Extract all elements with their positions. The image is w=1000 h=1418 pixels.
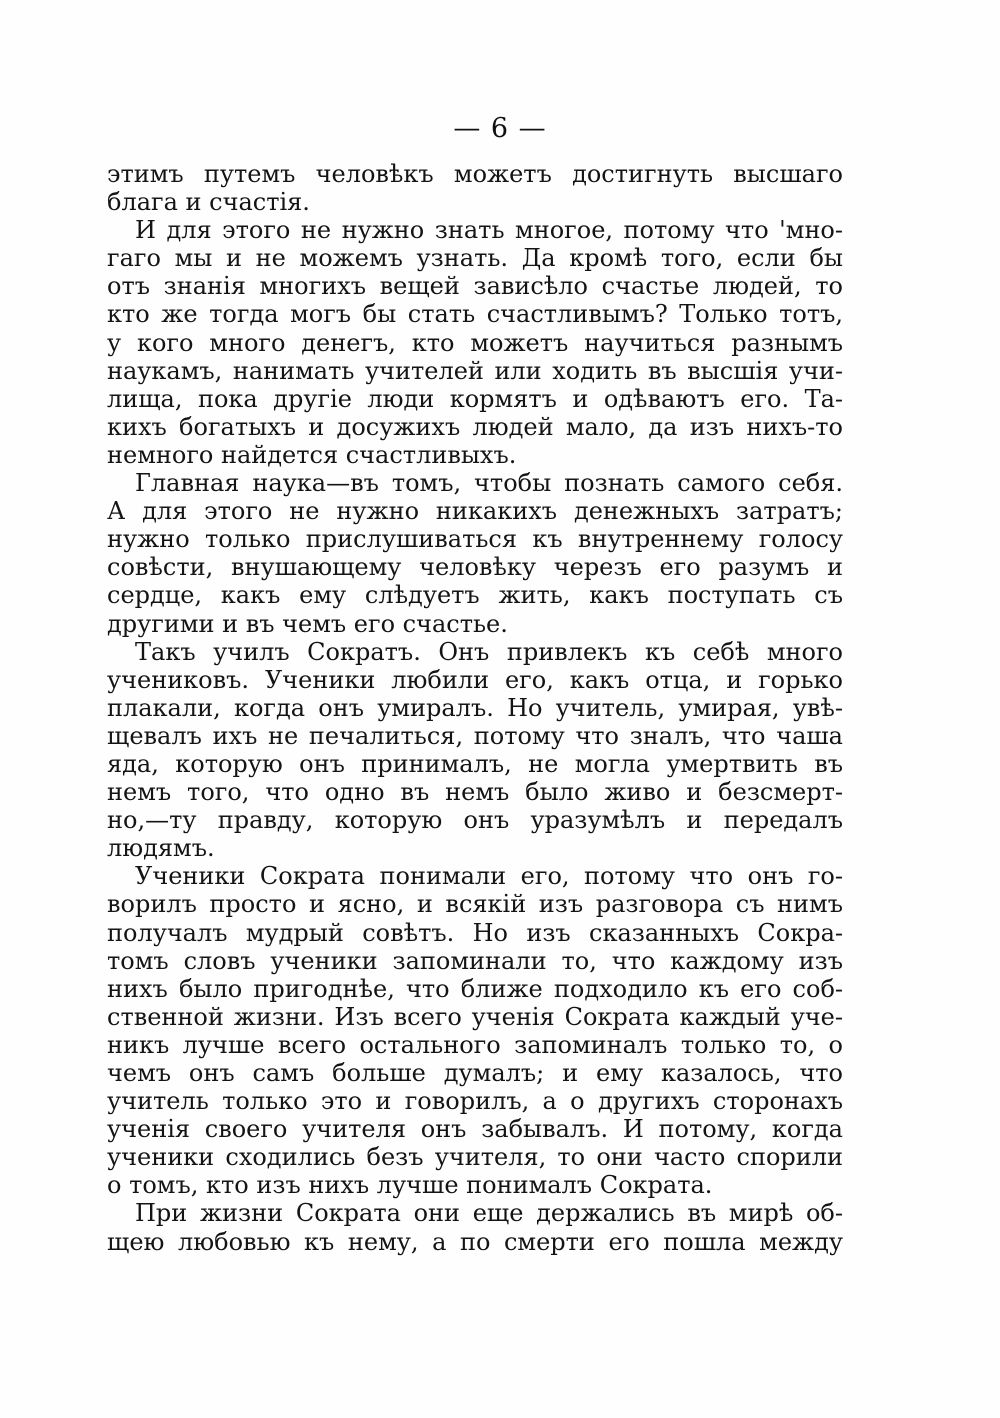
text-line: учитель только это и говорилъ, а о другихъ сторонахъ <box>107 1087 843 1116</box>
text-line: ученія своего учителя онъ забывалъ. И потому, когда <box>107 1115 843 1144</box>
text-line: но,—ту правду, которую онъ уразумѣлъ и передалъ <box>107 806 843 835</box>
text-line: чемъ онъ самъ больше думалъ; и ему казалось, что <box>107 1059 843 1087</box>
text-line: кто же тогда могъ бы стать счастливымъ? Только тотъ, <box>107 300 843 329</box>
text-line: лища, пока другіе люди кормятъ и одѣваютъ его. Та- <box>107 384 843 413</box>
text-line: ворилъ просто и ясно, и всякій изъ разговора съ нимъ <box>107 890 843 919</box>
page-number: — 6 — <box>453 113 547 144</box>
text-line: кихъ богатыхъ и досужихъ людей мало, да изъ нихъ-то <box>107 412 843 441</box>
paragraph <box>107 160 843 216</box>
text-line: Главная наука—въ томъ, чтобы познать самого себя. <box>135 469 843 498</box>
text-line: томъ словъ ученики запоминали то, что каждому изъ <box>107 946 843 975</box>
text-line: другими и въ чемъ его счастье. <box>107 609 508 638</box>
text-line: ственной жизни. Изъ всего ученія Сократа каждый уче- <box>107 1002 843 1031</box>
text-line: совѣсти, внушающему человѣку черезъ его разумъ и <box>107 553 843 582</box>
paragraph <box>107 638 843 863</box>
text-line: нужно только прислушиваться къ внутреннему голосу <box>107 525 843 554</box>
text-line: ученики сходились безъ учителя, то они часто спорили <box>107 1143 843 1172</box>
text-line: плакали, когда онъ умиралъ. Но учитель, умирая, увѣ- <box>107 693 843 722</box>
paragraph <box>107 469 843 638</box>
text-line: При жизни Сократа они еще держались въ мирѣ об- <box>135 1199 843 1228</box>
text-line: людямъ. <box>107 834 215 863</box>
text-line: сердце, какъ ему слѣдуетъ жить, какъ поступать съ <box>107 581 843 610</box>
text-line: нихъ было пригоднѣе, что ближе подходило къ его соб- <box>107 974 843 1003</box>
text-line: у кого много денегъ, кто можетъ научиться разнымъ <box>107 328 843 357</box>
text-line: гаго мы и не можемъ узнать. Да кромѣ того, если бы <box>107 244 843 273</box>
text-line: никъ лучше всего остального запоминалъ только то, о <box>107 1030 843 1059</box>
text-line: отъ знанія многихъ вещей зависѣло счастье людей, то <box>107 272 843 301</box>
text-line: наукамъ, нанимать учителей или ходить въ высшія учи- <box>107 356 843 385</box>
text-line: Такъ училъ Сократъ. Онъ привлекъ къ себѣ много <box>135 637 843 666</box>
text-line: А для этого не нужно никакихъ денежныхъ затратъ; <box>107 497 843 526</box>
text-line: учениковъ. Ученики любили его, какъ отца, и горько <box>107 665 843 694</box>
text-line: щевалъ ихъ не печалиться, потому что зналъ, что чаша <box>107 721 843 750</box>
text-line: немъ того, что одно въ немъ было живо и безсмерт- <box>107 778 843 807</box>
paragraph <box>107 862 843 1199</box>
paragraph <box>107 216 843 469</box>
page-text <box>107 160 843 1256</box>
text-line: щею любовью къ нему, а по смерти его пошла между <box>107 1227 843 1256</box>
paragraph <box>107 1199 843 1255</box>
text-line: блага и счастія. <box>107 188 310 217</box>
text-line: Ученики Сократа понимали его, потому что онъ го- <box>135 862 843 891</box>
text-line: И для этого не нужно знать многое, потому что 'мно- <box>135 216 843 245</box>
text-line: немного найдется счастливыхъ. <box>107 440 517 469</box>
text-line: получалъ мудрый совѣтъ. Но изъ сказанныхъ Сокра- <box>107 918 843 947</box>
text-line: этимъ путемъ человѣкъ можетъ достигнуть высшаго <box>107 160 843 188</box>
text-line: о томъ, кто изъ нихъ лучше понималъ Сократа. <box>107 1171 713 1200</box>
text-line: яда, которую онъ принималъ, не могла умертвить въ <box>107 749 843 778</box>
